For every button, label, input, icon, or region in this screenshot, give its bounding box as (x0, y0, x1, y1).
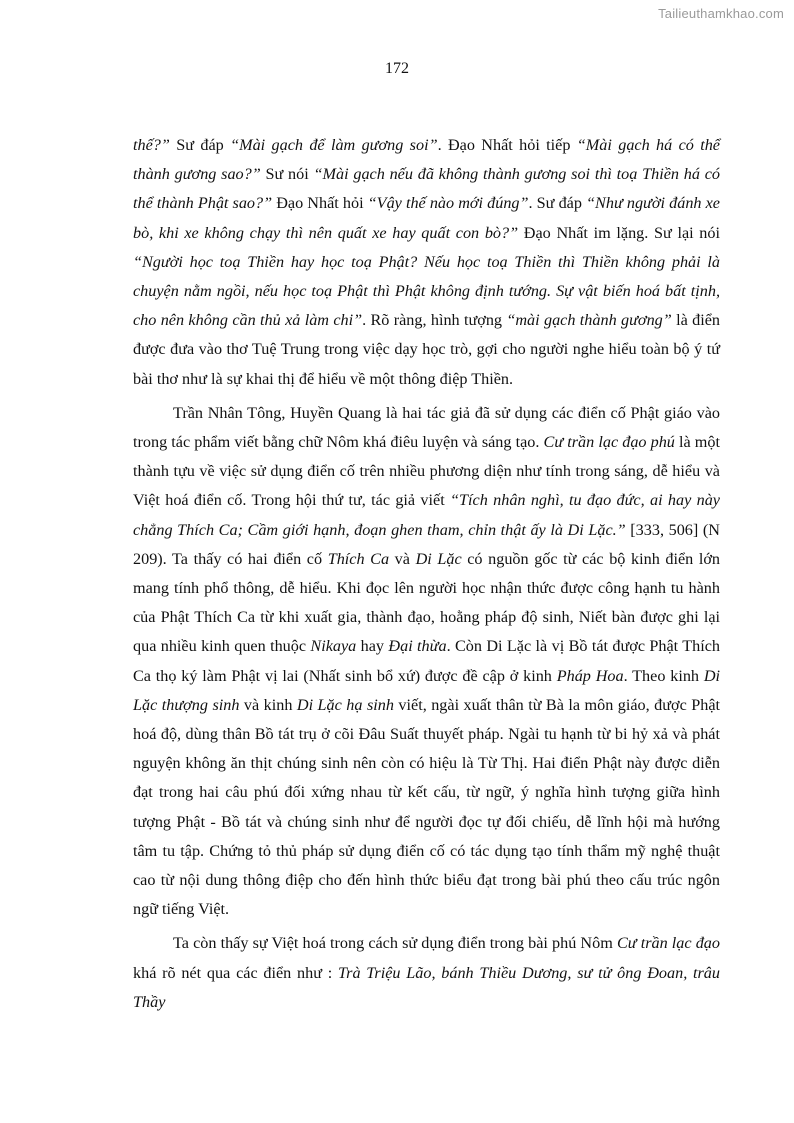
watermark: Tailieuthamkhao.com (658, 6, 784, 21)
italic-text-segment: Di Lặc (415, 549, 462, 568)
italic-text-segment: Thích Ca (327, 549, 390, 568)
text-segment: . Đạo Nhất hỏi tiếp (437, 136, 577, 154)
text-segment: là điển được đưa vào thơ Tuệ Trung trong việc dạy học trò, gợi cho người nghe hiểu toàn bộ ý tứ bài thơ như là sự khai thị để hiểu về một thông điệp Thiền. (133, 311, 721, 388)
italic-text-segment: “Như người đánh xe bò, khi xe không chạy thì nên quất xe hay quất con bò?” (133, 194, 720, 242)
italic-text-segment: “Mài gạch để làm gương soi” (230, 136, 438, 154)
italic-text-segment: thế?” (133, 136, 170, 154)
text-segment: khá rõ nét qua các điển như : (133, 963, 339, 982)
text-segment: [333, 506] (N 209). Ta thấy có hai điển cố (133, 520, 720, 568)
italic-text-segment: Cư trần lạc đạo (616, 934, 720, 953)
text-segment: và kinh (239, 695, 297, 714)
italic-text-segment: Cư trần lạc đạo phú (543, 433, 675, 452)
paragraph (133, 929, 720, 1017)
italic-text-segment: “Vậy thế nào mới đúng” (367, 194, 529, 213)
italic-text-segment: “Tích nhân nghì, tu đạo đức, ai hay này chẳng Thích Ca; Cầm giới hạnh, đoạn ghen tham, chỉn thật ấy là Di Lặc.” (133, 491, 720, 539)
text-segment: và (389, 549, 416, 568)
text-segment: Trần Nhân Tông, Huyền Quang là hai tác giả đã sử dụng các điển cố Phật giáo vào trong tác phẩm viết bằng chữ Nôm khá điêu luyện và sáng tạo. (133, 403, 720, 452)
text-segment: Ta còn thấy sự Việt hoá trong cách sử dụng điển trong bài phú Nôm (173, 934, 617, 953)
text-segment: . Còn Di Lặc là vị Bồ tát được Phật Thích Ca thọ ký làm Phật vị lai (Nhất sinh bổ xứ) được đề cập ở kinh (133, 637, 720, 685)
text-segment: Sư đáp (169, 136, 231, 154)
text-segment: . Rõ ràng, hình tượng (362, 311, 507, 330)
italic-text-segment: Pháp Hoa (556, 666, 624, 685)
text-segment: là một thành tựu về việc sử dụng điển cố trên nhiều phương diện như tính trong sáng, dễ hiểu và Việt hoá điển cố. Trong hội thứ tư, tác giả viết (133, 433, 720, 510)
italic-text-segment: Di Lặc hạ sinh (296, 695, 394, 714)
text-segment: hay (356, 637, 389, 656)
page-number: 172 (385, 60, 409, 77)
text-segment: Đạo Nhất hỏi (272, 194, 368, 213)
text-segment: . Theo kinh (623, 666, 704, 685)
italic-text-segment: Di Lặc thượng sinh (133, 666, 721, 714)
italic-text-segment: Đại thừa (388, 637, 447, 656)
italic-text-segment: “Người học toạ Thiền hay học toạ Phật? Nếu học toạ Thiền thì Thiền không phải là chuyện nằm ngồi, nếu học toạ Phật thì Phật không định tướng. Sự vật biến hoá bất tịnh, cho nên không cần thủ xả làm chi” (133, 252, 720, 330)
italic-text-segment: “Mài gạch nếu đã không thành gương soi thì toạ Thiền há có thể thành Phật sao?” (133, 165, 720, 213)
italic-text-segment: Nikaya (310, 637, 357, 656)
text-segment: Sư nói (260, 165, 314, 184)
text-segment: viết, ngài xuất thân từ Bà la môn giáo, được Phật hoá độ, dùng thân Bồ tát trụ ở cõi Đâu Suất thuyết pháp. Ngài tu hạnh từ bi hỷ xả và phát nguyện không ăn thịt chúng sinh nên còn có hiệu là Từ Thị. Hai điển Phật này được diễn đạt trong hai câu phú đối xứng nhau từ kết cấu, từ ngữ, ý nghĩa hình tượng giữa hình tượng Phật - Bồ tát và chúng sinh như để người đọc tự đối chiếu, dễ lĩnh hội mà hướng tâm tu tập. Chứng tỏ thủ pháp sử dụng điển cố có tác dụng tạo tính thẩm mỹ nghệ thuật cao từ nội dung thông điệp cho đến hình thức biểu đạt trong bài phú theo cấu trúc ngôn ngữ tiếng Việt. (133, 695, 721, 919)
paragraph (133, 131, 720, 394)
document-body (133, 131, 720, 1017)
text-segment: có nguồn gốc từ các bộ kinh điển lớn mang tính phổ thông, dễ hiểu. Khi đọc lên người học nhận thức được công hạnh tu hành của Phật Thích Ca từ khi xuất gia, thành đạo, hoằng pháp độ sinh, Niết bàn được ghi lại qua nhiều kinh quen thuộc (133, 549, 721, 656)
text-segment: . Sư đáp (528, 194, 587, 213)
paragraph (133, 399, 720, 925)
italic-text-segment: “mài gạch thành gương” (506, 311, 672, 330)
italic-text-segment: “Mài gạch há có thể thành gương sao?” (133, 136, 720, 184)
italic-text-segment: Trà Triệu Lão, bánh Thiều Dương, sư tử ông Đoan, trâu Thầy (133, 963, 720, 1011)
text-segment: Đạo Nhất im lặng. Sư lại nói (518, 223, 720, 242)
